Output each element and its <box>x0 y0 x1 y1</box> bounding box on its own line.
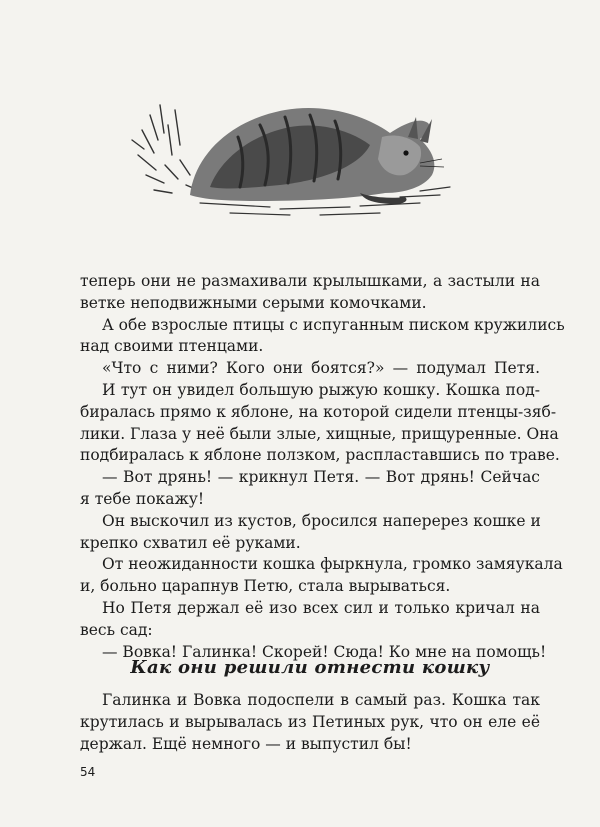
text-line: И тут он увидел большую рыжую кошку. Кошка под- <box>102 380 540 399</box>
text-line: А обе взрослые птицы с испуганным писком кружились <box>102 315 565 334</box>
text-line: лики. Глаза у неё были злые, хищные, прищуренные. Она <box>80 424 559 443</box>
main-text-before <box>80 271 565 663</box>
text-line: — Вот дрянь! — крикнул Петя. — Вот дрянь! Сейчас <box>102 468 540 487</box>
cat-illustration <box>120 75 460 235</box>
text-line: ветке неподвижными серыми комочками. <box>80 293 427 312</box>
page-number: 54 <box>80 765 96 779</box>
text-line: — Вовка! Галинка! Скорей! Сюда! Ко мне на помощь! <box>102 642 547 661</box>
text-line: Но Петя держал её изо всех сил и только кричал на <box>102 598 540 617</box>
text-line: Галинка и Вовка подоспели в самый раз. Кошка так <box>102 691 540 709</box>
text-line: над своими птенцами. <box>80 337 264 356</box>
text-line: крепко схватил её руками. <box>80 533 301 552</box>
text-line: От неожиданности кошка фыркнула, громко замяукала <box>102 555 563 574</box>
text-line: «Что с ними? Кого они боятся?» — подумал Петя. <box>102 359 540 378</box>
text-line: весь сад: <box>80 620 153 639</box>
text-line: я тебе покажу! <box>80 489 205 508</box>
text-line: держал. Ещё немного — и выпустил бы! <box>80 734 412 753</box>
text-line: Он выскочил из кустов, бросился наперерез кошке и <box>102 511 541 530</box>
text-line: и, больно царапнув Петю, стала вырываться. <box>80 577 451 596</box>
text-line: подбиралась к яблоне ползком, распластавшись по траве. <box>80 446 560 465</box>
text-line: крутилась и вырывалась из Петиных рук, что он еле её <box>80 712 540 731</box>
text-line: биралась прямо к яблоне, на которой сидели птенцы-зяб- <box>80 402 557 421</box>
section-heading: Как они решили отнести кошку <box>130 657 490 678</box>
text-line: теперь они не размахивали крылышками, а застыли на <box>80 272 540 290</box>
main-text-after <box>80 690 540 755</box>
